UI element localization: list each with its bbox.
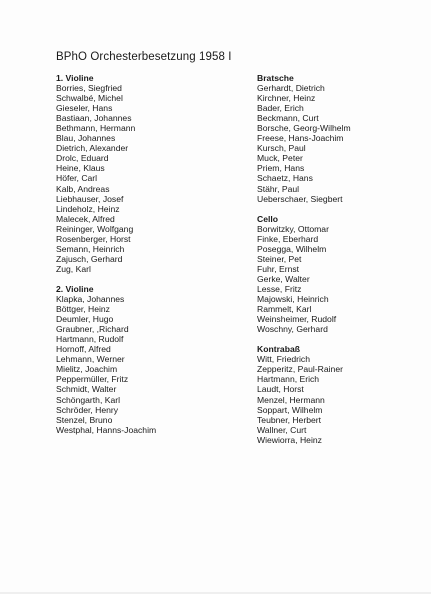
list-item: Mielitz, Joachim (56, 364, 118, 375)
list-item: Blau, Johannes (56, 133, 116, 144)
list-item: Schröder, Henry (56, 404, 119, 415)
list-item: Kalb, Andreas (56, 183, 110, 194)
list-item: Teubner, Herbert (257, 414, 322, 425)
list-item: Weinsheimer, Rudolf (257, 314, 337, 325)
list-item: Soppart, Wilhelm (257, 404, 323, 415)
list-item: Beckmann, Curt (257, 113, 319, 124)
list-item: Rammelt, Karl (257, 304, 312, 315)
list-item: Peppermüller, Fritz (56, 374, 129, 385)
list-item: Laudt, Horst (257, 384, 304, 395)
list-item: Wiewiorra, Heinz (257, 434, 322, 445)
list-item: Schwalbé, Michel (56, 93, 123, 104)
list-item: Gerhardt, Dietrich (257, 83, 325, 94)
list-item: Kursch, Paul (257, 143, 306, 154)
list-item: Wallner, Curt (257, 424, 307, 435)
list-item: Lesse, Fritz (257, 283, 302, 294)
list-item: Steiner, Pet (257, 253, 302, 264)
list-item: Lindeholz, Heinz (56, 203, 120, 214)
list-item: Zajusch, Gerhard (56, 253, 123, 264)
list-item: Hornoff, Alfred (56, 344, 111, 355)
list-item: Bethmann, Hermann (56, 123, 136, 134)
page-title: BPhO Orchesterbesetzung 1958 I (56, 51, 232, 63)
section-heading: Bratsche (257, 73, 294, 83)
list-item: Dietrich, Alexander (56, 143, 129, 154)
instrument-section (257, 73, 351, 204)
instrument-section (257, 214, 351, 335)
list-item: Woschny, Gerhard (257, 324, 328, 335)
list-item: Gerke, Walter (257, 273, 310, 284)
list-item: Stenzel, Bruno (56, 414, 113, 425)
list-item: Hartmann, Rudolf (56, 334, 124, 345)
list-item: Priem, Hans (257, 163, 305, 174)
list-item: Semann, Heinrich (56, 243, 125, 254)
list-item: Graubner, ,Richard (56, 324, 129, 335)
list-item: Lehmann, Werner (56, 354, 125, 365)
list-item: Borwitzky, Ottomar (257, 223, 329, 234)
section-heading: Cello (257, 213, 279, 224)
section-heading: Kontrabaß (257, 344, 300, 355)
list-item: Rosenberger, Horst (56, 233, 131, 244)
list-item: Schmidt, Walter (56, 384, 117, 395)
instrument-section (56, 73, 156, 274)
list-item: Borsche, Georg-Wilhelm (257, 123, 351, 134)
list-item: Menzel, Hermann (257, 394, 325, 405)
member-list (257, 354, 351, 444)
list-item: Zepperitz, Paul-Rainer (257, 364, 343, 375)
list-item: Bader, Erich (257, 103, 304, 114)
list-item: Witt, Friedrich (257, 354, 310, 365)
list-item: Muck, Peter (257, 153, 303, 164)
list-item: Böttger, Heinz (56, 304, 110, 315)
list-item: Höfer, Carl (56, 173, 98, 184)
list-item: Borries, Siegfried (56, 83, 122, 94)
list-item: Stähr, Paul (257, 183, 300, 194)
list-item: Majowski, Heinrich (257, 294, 329, 305)
section-heading: 2. Violine (56, 283, 94, 294)
list-item: Schaetz, Hans (257, 173, 313, 184)
list-item: Klapka, Johannes (56, 294, 125, 305)
list-item: Westphal, Hanns-Joachim (56, 424, 157, 435)
right-column (257, 73, 351, 445)
list-item: Fuhr, Ernst (257, 263, 300, 274)
list-item: Schöngarth, Karl (56, 394, 121, 405)
member-list (257, 224, 351, 335)
list-item: Malecek, Alfred (56, 213, 115, 224)
list-item: Freese, Hans-Joachim (257, 133, 344, 144)
list-item: Ueberschaer, Siegbert (257, 193, 343, 204)
list-item: Finke, Eberhard (257, 233, 319, 244)
member-list (56, 83, 156, 274)
list-item: Drolc, Eduard (56, 153, 109, 164)
member-list (56, 294, 156, 435)
instrument-section (56, 284, 156, 435)
left-column (56, 73, 156, 435)
list-item: Hartmann, Erich (257, 374, 320, 385)
list-item: Reininger, Wolfgang (56, 223, 134, 234)
instrument-section (257, 344, 351, 444)
list-item: Bastiaan, Johannes (56, 113, 132, 124)
list-item: Posegga, Wilhelm (257, 243, 327, 254)
list-item: Heine, Klaus (56, 163, 105, 174)
section-heading: 1. Violine (56, 73, 94, 83)
list-item: Gieseler, Hans (56, 103, 113, 114)
member-list (257, 83, 351, 204)
list-item: Deumler, Hugo (56, 314, 114, 325)
list-item: Liebhauser, Josef (56, 193, 124, 204)
list-item: Kirchner, Heinz (257, 93, 316, 104)
list-item: Zug, Karl (56, 263, 91, 274)
